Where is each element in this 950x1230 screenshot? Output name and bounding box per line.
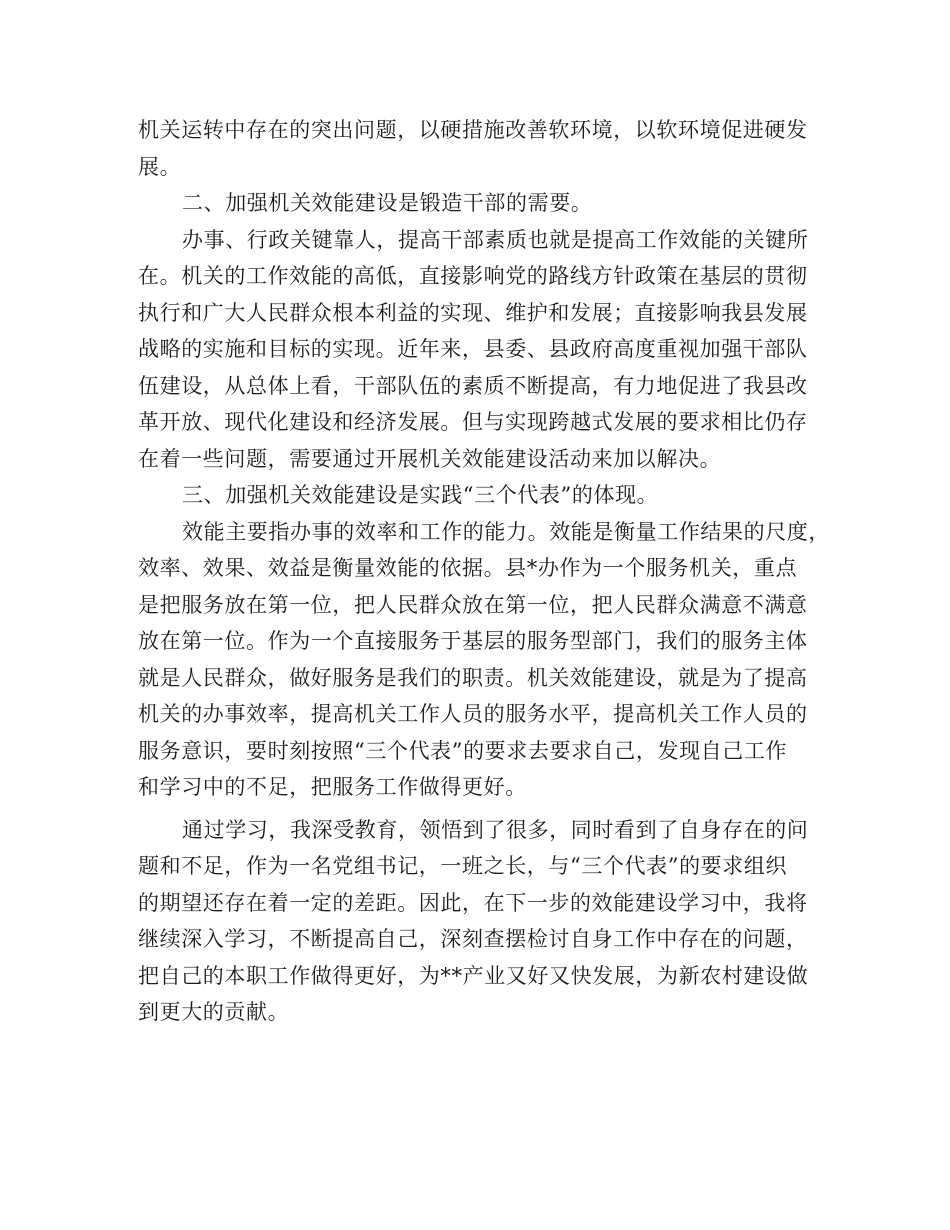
document-page <box>138 112 832 1031</box>
text-line: 到更大的贡献。 <box>138 1000 290 1024</box>
text-line: 革开放、现代化建设和经济发展。但与实现跨越式发展的要求相比仍存 <box>138 410 808 434</box>
section-heading: 二、加强机关效能建设是锻造干部的需要。 <box>182 191 593 215</box>
text-line: 题和不足，作为一名党组书记，一班之长，与“三个代表”的要求组织 <box>138 854 788 878</box>
section-heading: 三、加强机关效能建设是实践“三个代表”的体现。 <box>182 483 659 507</box>
text-line: 在。机关的工作效能的高低，直接影响党的路线方针政策在基层的贯彻 <box>138 264 808 288</box>
paragraph-start: 效能主要指办事的效率和工作的能力。效能是衡量工作结果的尺度， <box>182 519 830 544</box>
text-line: 就是人民群众，做好服务是我们的职责。机关效能建设，就是为了提高 <box>138 665 808 690</box>
text-line: 在着一些问题，需要通过开展机关效能建设活动来加以解决。 <box>138 446 722 471</box>
text-line: 把自己的本职工作做得更好，为**产业又好又快发展，为新农村建设做 <box>138 963 809 988</box>
paragraph-start: 通过学习，我深受教育，领悟到了很多，同时看到了自身存在的问 <box>182 817 809 842</box>
text-line: 机关的办事效率，提高机关工作人员的服务水平，提高机关工作人员的 <box>138 702 808 726</box>
text-line: 展。 <box>138 154 182 179</box>
text-line: 的期望还存在着一定的差距。因此，在下一步的效能建设学习中，我将 <box>138 890 808 915</box>
text-line: 和学习中的不足，把服务工作做得更好。 <box>138 775 527 799</box>
text-line: 继续深入学习，不断提高自己，深刻查摆检讨自身工作中存在的问题， <box>138 927 808 951</box>
text-line: 效率、效果、效益是衡量效能的依据。县*办作为一个服务机关，重点 <box>138 556 798 580</box>
paragraph-start: 办事、行政关键靠人，提高干部素质也就是提高工作效能的关键所 <box>182 227 809 252</box>
text-line: 战略的实施和目标的实现。近年来，县委、县政府高度重视加强干部队 <box>138 337 808 361</box>
text-line: 机关运转中存在的突出问题，以硬措施改善软环境，以软环境促进硬发 <box>138 118 808 142</box>
text-line: 服务意识，要时刻按照“三个代表”的要求去要求自己，发现自己工作 <box>138 738 788 763</box>
text-line: 伍建设，从总体上看，干部队伍的素质不断提高，有力地促进了我县改 <box>138 373 808 398</box>
text-line: 执行和广大人民群众根本利益的实现、维护和发展；直接影响我县发展 <box>138 300 808 325</box>
text-line: 是把服务放在第一位，把人民群众放在第一位，把人民群众满意不满意 <box>138 592 808 617</box>
text-line: 放在第一位。作为一个直接服务于基层的服务型部门，我们的服务主体 <box>138 629 808 653</box>
